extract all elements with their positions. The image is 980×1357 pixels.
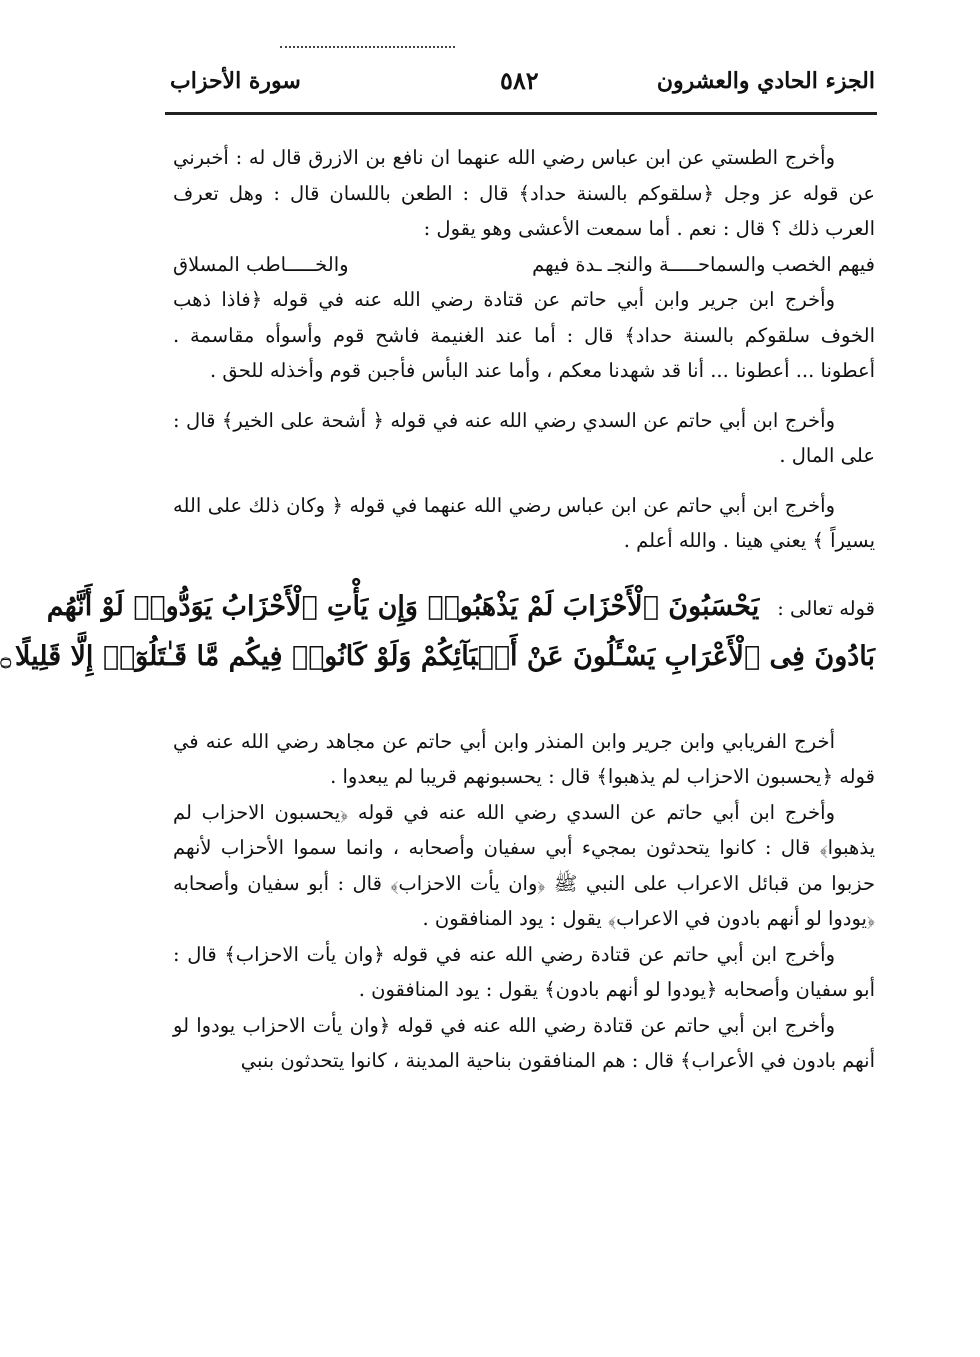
paragraph-firyabi: أخرج الفريابي وابن جرير وابن المنذر وابن أبي حاتم عن مجاهد رضي الله عنه في قوله ﴿يحسبون الاحزاب لم يذهبوا﴾ قال : يحسبونهم قريبا لم يبعدوا . bbox=[173, 729, 875, 788]
top-dotted-mark bbox=[280, 46, 455, 48]
paragraph-ibn-abbas: وأخرج ابن أبي حاتم عن ابن عباس رضي الله عنهما في قوله ﴿ وكان ذلك على الله يسيراً ﴾ يعني هينا . والله أعلم . bbox=[173, 493, 875, 552]
paragraph-suddi-1: وأخرج ابن أبي حاتم عن السدي رضي الله عنه في قوله ﴿ أشحة على الخير﴾ قال : على المال . bbox=[173, 408, 875, 467]
poem-second-hemistich: والخـــــاطب المسلاق bbox=[173, 252, 349, 276]
quran-verse bbox=[0, 583, 875, 684]
text-line: أخبرني عن قوله عز وجل ﴿سلقوكم بالسنة حداد﴾ قال : الطعن باللسان قال : وهل bbox=[173, 146, 876, 205]
header-rule bbox=[165, 112, 877, 115]
verse-text-1: يَحْسَبُونَ ٱلْأَحْزَابَ لَمْ يَذْهَبُوا۟ وَإِن يَأْتِ ٱلْأَحْزَابُ يَوَدُّوا۟ لَوْ أَنَّهُم bbox=[46, 590, 760, 622]
page-header bbox=[170, 60, 875, 108]
poem-line bbox=[173, 247, 875, 283]
surah-title: سورة الأحزاب bbox=[170, 68, 301, 94]
paragraph-tasti bbox=[173, 140, 875, 247]
text-line: وأخرج الطستي عن ابن عباس رضي الله عنهما ان نافع بن الازرق قال له : bbox=[235, 146, 835, 169]
text-line: تعرف العرب ذلك ؟ قال : نعم . أما سمعت الأعشى وهو يقول : bbox=[173, 181, 875, 240]
main-text bbox=[0, 140, 876, 1079]
page-number: ٥٨٢ bbox=[500, 66, 539, 95]
paragraph-qatada-2: وأخرج ابن أبي حاتم عن قتادة رضي الله عنه في قوله ﴿وان يأت الاحزاب﴾ قال : أبو سفيان وأصحابه ﴿يودوا لو أنهم بادون﴾ يقول : يود المنافقون . bbox=[173, 942, 875, 1001]
part-title: الجزء الحادي والعشرون bbox=[656, 68, 875, 94]
verse-line-2 bbox=[0, 633, 875, 684]
paragraph-suddi-2: وأخرج ابن أبي حاتم عن السدي رضي الله عنه في قوله ﴿يحسبون الاحزاب لم يذهبوا﴾ قال : كانوا يتحدثون بمجيء أبي سفيان وأصحابه ، وانما سموا الأحزاب لأنهم حزبوا من قبائل الاعراب على النبي ﷺ ﴿وان يأت الاحزاب﴾ قال : أبو سفيان وأصحابه ﴿يودوا لو أنهم بادون في الاعراب﴾ يقول : يود المنافقون . bbox=[173, 800, 875, 930]
verse-text-2: بَادُونَ فِى ٱلْأَعْرَابِ يَسْـَٔلُونَ عَنْ أَنۢبَآئِكُمْ وَلَوْ كَانُوا۟ فِيكُم مَّا قَـٰتَلُوٓا۟ إِلَّا قَلِيلًا bbox=[15, 640, 875, 672]
poem-first-hemistich: فيهم الخصب والسماحـــــة والنجـ ـدة فيهم bbox=[532, 252, 875, 276]
paragraph-qatada-3: وأخرج ابن أبي حاتم عن قتادة رضي الله عنه في قوله ﴿وان يأت الاحزاب يودوا لو أنهم بادون في الأعراب﴾ قال : هم المنافقون بناحية المدينة ، كانوا يتحدثون بنبي bbox=[173, 1013, 875, 1072]
paragraph-qatada-1: وأخرج ابن جرير وابن أبي حاتم عن قتادة رضي الله عنه في قوله ﴿فاذا ذهب الخوف سلقوكم بالسنة حداد﴾ قال : أما عند الغنيمة فاشح قوم وأسوأه مقاسمة . أعطونا ... أعطونا ... أنا قد شهدنا معكم ، وأما عند البأس فأجبن قوم وأخذله للحق . bbox=[173, 288, 875, 382]
verse-intro: قوله تعالى : bbox=[777, 596, 875, 620]
verse-end-mark: ۝ bbox=[0, 648, 12, 670]
verse-line-1 bbox=[46, 583, 875, 633]
